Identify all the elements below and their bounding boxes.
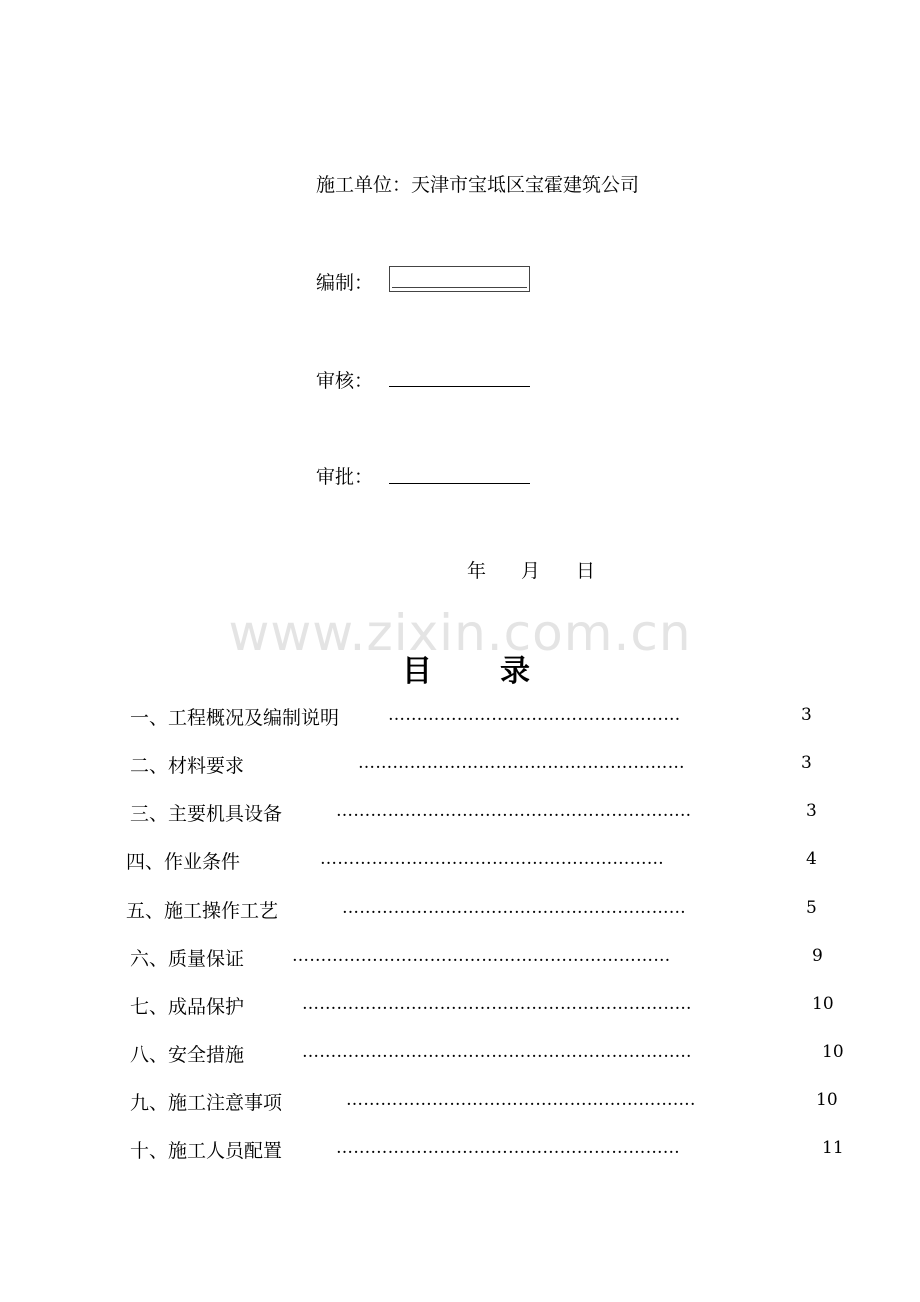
toc-entry-page: 4 xyxy=(806,849,817,869)
toc-entry-leader: …………………………………………………… xyxy=(342,898,686,918)
toc-entry-leader: ………………………………………………………….. xyxy=(302,1042,692,1062)
date-month: 月 xyxy=(521,560,541,582)
construction-unit-line xyxy=(316,170,639,197)
toc-entry-page: 9 xyxy=(812,946,823,966)
toc-title-right: 录 xyxy=(500,654,530,689)
compile-signature-field[interactable] xyxy=(389,266,530,292)
toc-entry-leader: ………………………………………………… xyxy=(358,753,685,773)
approve-signature-line[interactable] xyxy=(389,483,530,484)
toc-entry-leader: …………………………………………………… xyxy=(336,1138,680,1158)
toc-entry-label: 七、成品保护 xyxy=(130,996,245,1018)
toc-entry-page: 3 xyxy=(801,753,812,773)
toc-entry-page: 10 xyxy=(812,994,834,1014)
toc-entry-label: 六、质量保证 xyxy=(130,948,245,970)
review-label: 审核： xyxy=(316,370,374,392)
construction-unit-name: 天津市宝坻区宝霍建筑公司 xyxy=(411,174,640,196)
toc-entry-label: 十、施工人员配置 xyxy=(130,1140,283,1162)
review-signature-line[interactable] xyxy=(389,386,530,387)
toc-entry-leader: ………………………………………………………….. xyxy=(302,994,692,1014)
toc-entry-label: 二、材料要求 xyxy=(130,755,245,777)
toc-entry-page: 3 xyxy=(801,705,812,725)
toc-entry-page: 10 xyxy=(822,1042,844,1062)
toc-entry-page: 5 xyxy=(806,898,817,918)
toc-entry-label: 一、工程概况及编制说明 xyxy=(130,707,340,729)
toc-entry-label: 五、施工操作工艺 xyxy=(126,900,279,922)
toc-entry-leader: …………………………………………………….. xyxy=(336,801,692,821)
toc-title-left: 目 xyxy=(402,654,432,689)
toc-entry-page: 10 xyxy=(816,1090,838,1110)
date-day: 日 xyxy=(576,560,596,582)
toc-entry-page: 3 xyxy=(806,801,817,821)
toc-entry-leader: ………………………………………………………… xyxy=(292,946,671,966)
approve-label: 审批： xyxy=(316,466,374,488)
toc-entry-label: 九、施工注意事项 xyxy=(130,1092,283,1114)
toc-entry-leader: ……………………………………………………. xyxy=(346,1090,696,1110)
compile-label: 编制： xyxy=(316,272,374,294)
construction-unit-label: 施工单位： xyxy=(316,174,412,196)
watermark: www.zixin.com.cn xyxy=(228,604,692,662)
toc-entry-label: 三、主要机具设备 xyxy=(130,803,283,825)
date-year: 年 xyxy=(467,560,487,582)
toc-entry-label: 四、作业条件 xyxy=(126,851,241,873)
toc-entry-leader: …………………………………………………… xyxy=(320,849,664,869)
toc-entry-leader: …………………………………………… xyxy=(388,705,681,725)
toc-entry-page: 11 xyxy=(822,1138,844,1158)
toc-entry-label: 八、安全措施 xyxy=(130,1044,245,1066)
